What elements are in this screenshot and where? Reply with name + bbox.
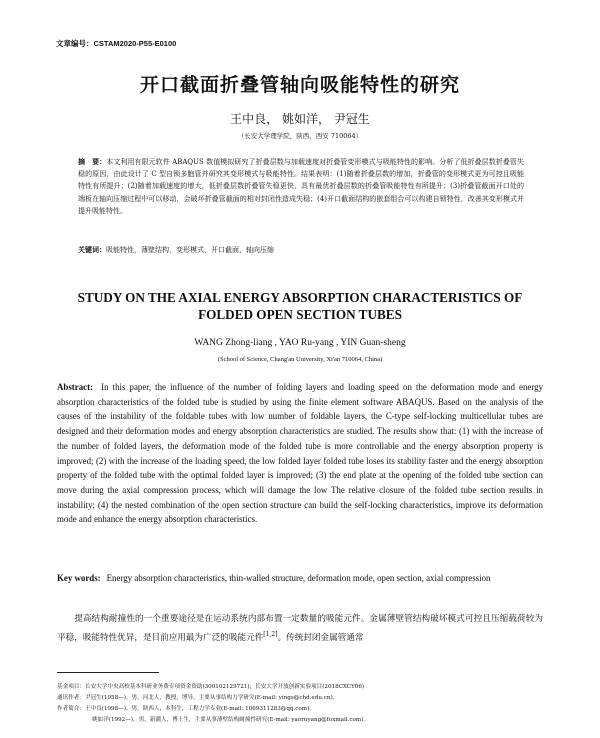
authors-english: WANG Zhong-liang , YAO Ru-yang , YIN Guan-sheng — [194, 338, 406, 348]
affiliation-chinese: （长安大学理学院，陕西，西安 710064） — [237, 132, 363, 140]
keywords-chinese-text: 吸能特性，薄壁结构，变形模式，开口截面，轴向压缩 — [106, 246, 274, 254]
abstract-chinese — [78, 156, 524, 217]
title-english — [40, 289, 560, 323]
keywords-english-label: Key words: — [57, 573, 101, 583]
keywords-chinese-label: 关键词： — [78, 245, 106, 254]
abstract-english — [57, 380, 543, 527]
footnote-author-bio: 作者简介：王中良(1998—)，男，陕西人，本科生，工程力学专业(E-mail: 1069311283@qq.com)。 — [57, 706, 315, 712]
footnote-author-bio-2: 姚如洋(1992—)，男，新疆人，博士生，主要从事薄壁结构耐撞性研究(E-mail: yaoruyang@foxmail.com)。 — [92, 717, 369, 723]
body-paragraph-text: 提高结构耐撞性的一个重要途径是在运动系统内部布置一定数量的吸能元件。金属薄壁管结构破坏模式可控且压缩载荷较为平稳，吸能特性优异，是目前应用最为广泛的吸能元件 — [57, 614, 543, 643]
abstract-english-text: In this paper, the influence of the number of folding layers and loading speed on the deformation mode and energy absorption characteristics of the folded tube is studied by using the finite element software ABAQUS. Based on the analysis of the causes of the instability of the foldable tubes with low number of foldable layers, the C-type self-locking multicellular tubes are designed and their deformation modes and energy absorption characteristics are studied. The results show that: (1) with the increase of the number of folded layers, the deformation mode of the folded tube is more controllable and the energy absorption property is improved; (2) with the increase of the loading speed, the low folded layer folded tube loses its stability faster and the energy absorption property of the folded tube with the optimal folded layer is improved; (3) the end plate at the opening of the folded tube section can move during the axial compression process, which will damage the low The relative closure of the folded tube section results in instability; (4) the nested combination of the open section structure can build the self-locking characteristics, improve its deformation mode and enhance the energy absorption characteristics. — [57, 382, 544, 525]
authors-chinese: 王中良， 姚如洋， 尹冠生 — [230, 112, 370, 126]
title-english-line1: STUDY ON THE AXIAL ENERGY ABSORPTION CHARACTERISTICS OF — [77, 290, 523, 305]
footnotes — [57, 682, 543, 726]
body-paragraph — [57, 612, 543, 646]
abstract-chinese-text: 本文利用有限元软件 ABAQUS 数值模拟研究了折叠层数与加载速度对折叠管变形模式与吸能特性的影响。分析了低折叠层数折叠管失稳的原因，由此设计了 C 型自锁多胞管并研究其变形模式与吸能特性。结果表明：(1)随着折叠层数的增加，折叠管的变形模式更为可控且吸能特性有所提升；(2)随着加载速度的增大，低折叠层数折叠管失稳更快，具有最优折叠层数的折叠管吸能特性有所提升；(3)折叠管截面开口处的端板在轴向压缩过程中可以移动，会破坏折叠管截面的相对封闭性造成失稳；(4)开口截面结构的嵌套组合可以构建自锁特性，改善其变形模式并提升吸能特性。 — [78, 158, 524, 215]
article-number: 文章编号：CSTAM2020-P55-E0100 — [56, 39, 177, 48]
body-paragraph-tail: 。传统封闭金属管通常 — [277, 632, 364, 643]
affiliation-english: (School of Science, Chang'an University, Xi'an 710064, China) — [217, 356, 383, 363]
citation-ref: [1,2] — [263, 631, 278, 638]
title-english-line2: FOLDED OPEN SECTION TUBES — [198, 307, 402, 322]
footnote-corresponding-author: 通讯作者：尹冠生(1958—)，男，河北人，教授，博导，主要从事结构力学研究(E-mail: yings@chd.edu.cn)。 — [57, 695, 339, 701]
abstract-english-label: Abstract: — [57, 382, 93, 392]
abstract-chinese-label: 摘 要： — [78, 157, 107, 166]
keywords-english-text: Energy absorption characteristics, thin-walled structure, deformation mode, open section, axial compression — [106, 573, 491, 583]
keywords-english — [57, 571, 543, 586]
title-chinese: 开口截面折叠管轴向吸能特性的研究 — [139, 74, 460, 96]
footnote-funding: 基金项目：长安大学中央高校基本科研业务费专项资金资助(300102129721)；长安大学开放创新实验项目(2018CXCY06) — [57, 684, 365, 690]
footnote-divider — [57, 672, 159, 673]
keywords-chinese — [78, 244, 524, 256]
